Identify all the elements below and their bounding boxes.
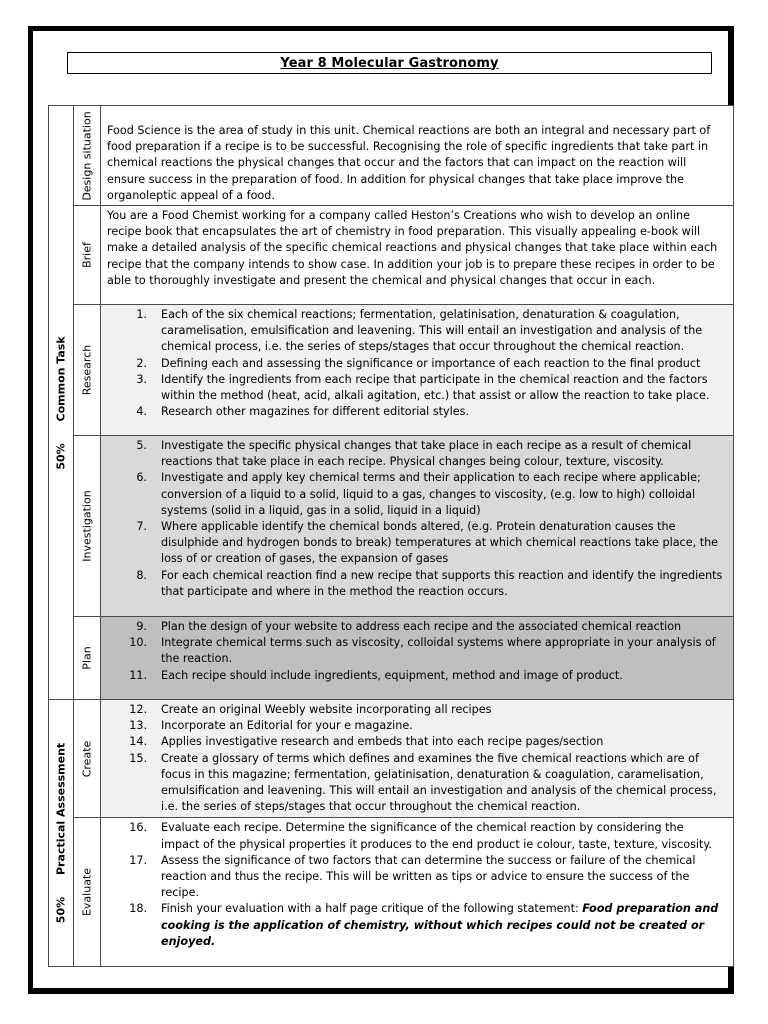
list-item: 4. Research other magazines for different editorial styles.	[136, 405, 470, 419]
brief-cell	[101, 206, 734, 305]
plan-list	[101, 617, 733, 686]
stage-label: Investigation	[80, 490, 94, 562]
investigation-cell	[101, 436, 734, 617]
list-item: 2. Defining each and assessing the significance or importance of each reaction to the final product	[136, 356, 701, 370]
unit-table	[48, 105, 734, 967]
title-box	[67, 52, 712, 74]
critique-statement: Food preparation and cooking is the application of chemistry, without which recipes could not be created or enjoyed.	[161, 902, 719, 948]
page-title: Year 8 Molecular Gastronomy	[280, 55, 499, 71]
list-item: 7. Where applicable identify the chemical bonds altered, (e.g. Protein denaturation causes the disulphide and hydrogen bonds to break) temperatures at which chemical reactions take place, the loss of or creation of gases, the expansion of gases	[136, 520, 719, 566]
list-item: 10. Integrate chemical terms such as viscosity, colloidal systems where appropriate in your analysis of the reaction.	[129, 636, 716, 666]
stage-label: Evaluate	[80, 868, 94, 917]
create-cell	[101, 700, 734, 818]
section-common-task	[49, 106, 74, 700]
stage-create-label-cell	[74, 700, 101, 818]
list-item: 6. Investigate and apply key chemical terms and their application to each recipe where applicable; conversion of a liquid to a solid, liquid to a gas, changes to viscosity, (e.g. low to high) colloidal systems (solid in a liquid, gas in a solid, liquid in a liquid)	[136, 471, 701, 517]
research-cell	[101, 305, 734, 436]
section-label: Common Task	[54, 335, 68, 421]
list-item: 18. Finish your evaluation with a half page critique of the following statement: Food preparation and cooking is the application of chemistry, without which recipes could not be created or enjoyed.	[129, 902, 719, 948]
section-percent: 50%	[54, 442, 68, 470]
list-item: 8. For each chemical reaction find a new recipe that supports this reaction and identify the ingredients that participate and where in the method the reaction occurs.	[136, 568, 723, 598]
evaluate-cell	[101, 818, 734, 967]
brief-text: You are a Food Chemist working for a company called Heston’s Creations who wish to develop an online recipe book that encapsulates the art of chemistry in food preparation. This visually appealing e-book will make a detailed analysis of the specific chemical reactions and physical changes that take place within each recipe that the company intends to show case. In addition your job is to prepare these recipes in order to be able to thoroughly investigate and present the chemical and physical changes that occur in each.	[107, 209, 718, 287]
stage-brief-label-cell	[74, 206, 101, 305]
list-item: 13. Incorporate an Editorial for your e magazine.	[129, 719, 413, 733]
section-practical-assessment	[49, 700, 74, 967]
section-percent: 50%	[54, 897, 68, 924]
list-item: 3. Identify the ingredients from each recipe that participate in the chemical reaction and the factors within the method (heat, acid, alkali agitation, etc.) that assist or allow the reaction to take place.	[136, 372, 710, 403]
stage-plan-label-cell	[74, 617, 101, 700]
stage-evaluate-label-cell	[74, 818, 101, 967]
stage-label: Brief	[80, 242, 94, 268]
investigation-list	[101, 436, 733, 602]
section-label: Practical Assessment	[54, 743, 68, 876]
list-item: 11. Each recipe should include ingredients, equipment, method and image of product.	[129, 668, 623, 682]
list-item: 15. Create a glossary of terms which defines and examines the five chemical reactions which are of focus in this magazine; fermentation, gelatinisation, denaturation & coagulation, caramelisation, emulsification and leavening. This will entail an investigation and analysis of the chemical process, i.e. the series of steps/stages that occur throughout the chemical reaction.	[129, 751, 717, 814]
list-item: 5. Investigate the specific physical changes that take place in each recipe as a result of chemical reactions that take place in each recipe. Physical changes being colour, texture, viscosity.	[136, 439, 692, 469]
stage-label: Plan	[80, 646, 94, 670]
create-list	[101, 700, 733, 817]
stage-investigation-label-cell	[74, 436, 101, 617]
stage-label: Research	[80, 344, 94, 396]
list-item: 17. Assess the significance of two factors that can determine the success or failure of the chemical reaction and thus the recipe. This will be written as tips or advice to ensure the success of the recipe.	[129, 853, 696, 900]
plan-cell	[101, 617, 734, 700]
evaluate-list	[101, 818, 733, 952]
stage-research-label-cell	[74, 305, 101, 436]
list-item: 14. Applies investigative research and embeds that into each recipe pages/section	[129, 735, 604, 749]
design-situation-cell	[101, 106, 734, 206]
list-item: 12. Create an original Weebly website incorporating all recipes	[129, 703, 492, 717]
list-item: 16. Evaluate each recipe. Determine the significance of the chemical reaction by considering the impact of the physical properties it produces to the end product ie colour, taste, texture, viscosity.	[129, 821, 712, 851]
list-item: 9. Plan the design of your website to address each recipe and the associated chemical reaction	[136, 620, 682, 634]
design-situation-text: Food Science is the area of study in this unit. Chemical reactions are both an integral and necessary part of food preparation if a recipe is to be successful. Recognising the role of specific ingredients that take part in chemical reactions the physical changes that occur and the factors that can impact on the reaction will ensure success in the preparation of food. In addition for physical changes that take place improve the organoleptic appeal of a food.	[107, 124, 711, 202]
stage-design-label-cell	[74, 106, 101, 206]
stage-label: Design situation	[80, 110, 94, 201]
stage-label: Create	[80, 740, 94, 777]
research-list	[101, 305, 733, 422]
list-item: 1. Each of the six chemical reactions; fermentation, gelatinisation, denaturation & coagulation, caramelisation, emulsification and leavening. This will entail an investigation and analysis of the chemical process, i.e. the series of steps/stages that occur throughout the chemical reaction.	[136, 308, 703, 354]
